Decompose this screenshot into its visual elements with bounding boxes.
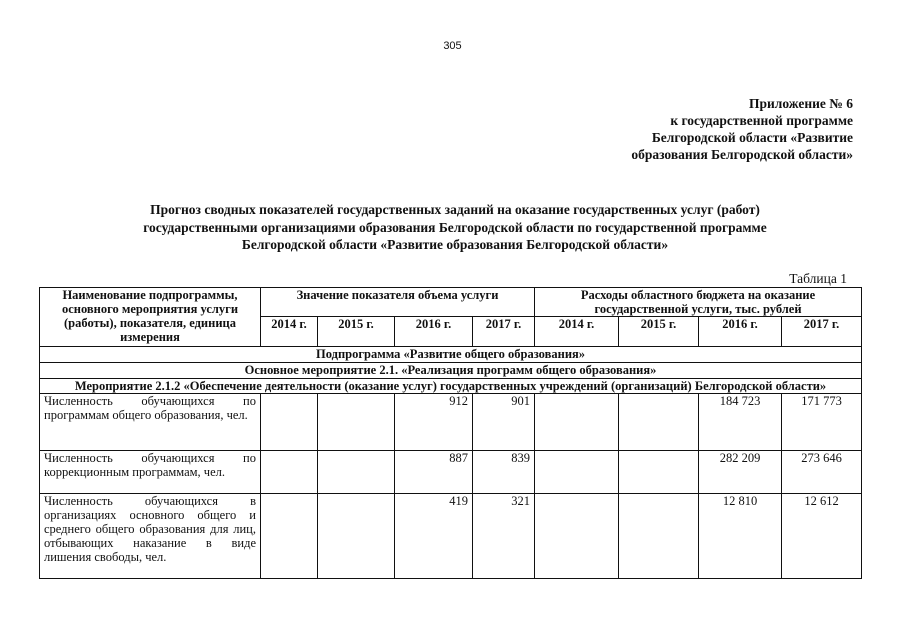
- appendix-line: Приложение № 6: [749, 96, 853, 111]
- name-column-header: Наименование подпрограммы, основного мероприятия услуги (работы), показателя, единица измерения: [40, 288, 261, 347]
- title-line: Белгородской области «Развитие образования Белгородской области»: [241, 237, 669, 252]
- cell-volume-2016: 419: [395, 494, 473, 579]
- cell-expense-2014: [535, 394, 619, 451]
- appendix-note: [631, 95, 853, 163]
- table-row: [40, 494, 862, 579]
- cell-volume-2017: 321: [473, 494, 535, 579]
- cell-volume-2014: [261, 451, 318, 494]
- year-header: 2014 г.: [535, 317, 619, 347]
- cell-expense-2015: [619, 494, 699, 579]
- cell-volume-2015: [318, 451, 395, 494]
- cell-volume-2017: 839: [473, 451, 535, 494]
- year-header: 2017 г.: [782, 317, 862, 347]
- cell-expense-2014: [535, 451, 619, 494]
- forecast-table: [39, 287, 862, 579]
- year-header: 2017 г.: [473, 317, 535, 347]
- title-line: Прогноз сводных показателей государственных заданий на оказание государственных услуг (работ): [150, 202, 760, 217]
- year-header: 2015 г.: [318, 317, 395, 347]
- title-line: государственными организациями образования Белгородской области по государственной программе: [143, 219, 767, 235]
- cell-volume-2017: 901: [473, 394, 535, 451]
- cell-volume-2015: [318, 394, 395, 451]
- cell-expense-2016: 282 209: [699, 451, 782, 494]
- year-header: 2014 г.: [261, 317, 318, 347]
- year-header: 2016 г.: [699, 317, 782, 347]
- appendix-line: образования Белгородской области»: [631, 147, 853, 162]
- cell-volume-2016: 912: [395, 394, 473, 451]
- cell-expense-2017: 12 612: [782, 494, 862, 579]
- cell-volume-2014: [261, 394, 318, 451]
- row-label: Численность обучающихся по программам общего образования, чел.: [40, 394, 261, 451]
- cell-volume-2014: [261, 494, 318, 579]
- volume-group-header: Значение показателя объема услуги: [261, 288, 535, 317]
- subprogram-title: Подпрограмма «Развитие общего образования»: [40, 347, 862, 363]
- appendix-line: Белгородской области «Развитие: [651, 130, 853, 145]
- cell-expense-2015: [619, 394, 699, 451]
- activity-title: Мероприятие 2.1.2 «Обеспечение деятельности (оказание услуг) государственных учреждений (организаций) Белгородской области»: [40, 379, 862, 394]
- subprogram-row: [40, 347, 862, 363]
- cell-expense-2016: 184 723: [699, 394, 782, 451]
- table-row: [40, 451, 862, 494]
- cell-volume-2016: 887: [395, 451, 473, 494]
- row-label: Численность обучающихся в организациях основного общего и среднего общего образования для лиц, отбывающих наказание в виде лишения свободы, чел.: [40, 494, 261, 579]
- main-activity-row: [40, 363, 862, 379]
- year-header: 2016 г.: [395, 317, 473, 347]
- page-number: 305: [443, 40, 462, 52]
- appendix-line: к государственной программе: [670, 113, 853, 128]
- table-caption: Таблица 1: [789, 271, 847, 286]
- row-label: Численность обучающихся по коррекционным программам, чел.: [40, 451, 261, 494]
- document-title: [60, 201, 850, 254]
- cell-expense-2017: 273 646: [782, 451, 862, 494]
- main-activity-title: Основное мероприятие 2.1. «Реализация программ общего образования»: [40, 363, 862, 379]
- activity-row: [40, 379, 862, 394]
- year-header: 2015 г.: [619, 317, 699, 347]
- cell-expense-2014: [535, 494, 619, 579]
- cell-expense-2017: 171 773: [782, 394, 862, 451]
- table-row: [40, 394, 862, 451]
- budget-group-header: Расходы областного бюджета на оказание государственной услуги, тыс. рублей: [535, 288, 862, 317]
- cell-expense-2015: [619, 451, 699, 494]
- cell-expense-2016: 12 810: [699, 494, 782, 579]
- cell-volume-2015: [318, 494, 395, 579]
- header-row: [40, 288, 862, 317]
